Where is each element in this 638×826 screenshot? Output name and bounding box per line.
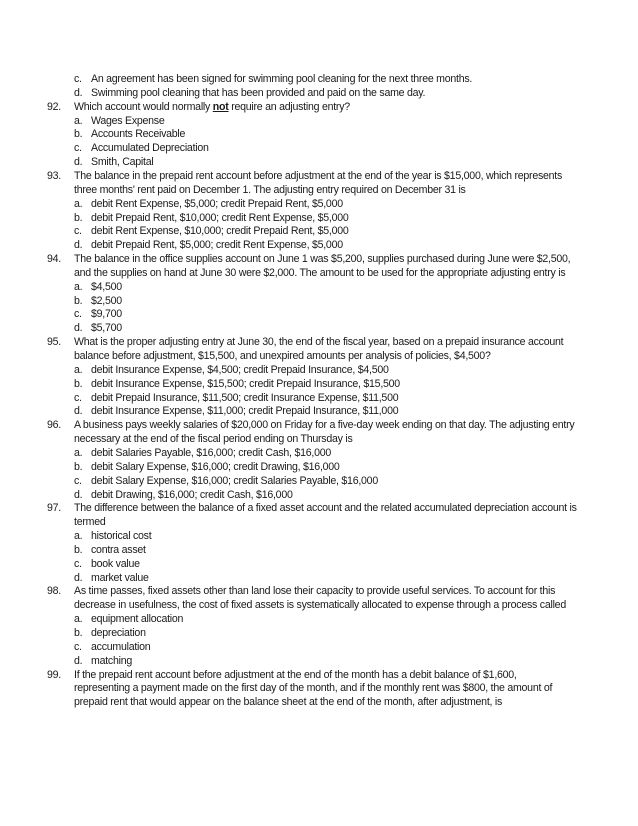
question-number: 96. <box>47 419 61 432</box>
option-label: c. <box>74 308 82 321</box>
option-label: b. <box>74 543 83 556</box>
question-number: 94. <box>47 253 61 266</box>
question-stem-text: balance before adjustment, $15,500, and unexpired amounts per analysis of policies, $4,500? <box>74 350 491 362</box>
question-stem-text: If the prepaid rent account before adjustment at the end of the month has a debit balance of $1,600, <box>74 668 517 681</box>
option-label: a. <box>74 613 83 626</box>
question-stem-text: prepaid rent that would appear on the balance sheet at the end of the month, after adjustment, is <box>74 696 503 709</box>
question-stem-text: and the supplies on hand at June 30 were $2,000. The amount to be used for the appropriate adjusting entry is <box>74 266 566 279</box>
question-number: 97. <box>47 502 61 515</box>
option-label: c. <box>74 142 82 155</box>
question-stem-text: three months' rent paid on December 1. The adjusting entry required on December 31 is <box>74 183 466 196</box>
option-label: d. <box>74 322 83 335</box>
option-label: b. <box>74 128 83 141</box>
question-stem-text: representing a payment made on the first day of the month, and if the monthly rent was $800, the amount of <box>74 682 553 695</box>
option-label: c. <box>74 557 82 570</box>
option-text: $9,700 <box>91 308 122 321</box>
question-stem-text: What is the proper adjusting entry at June 30, the end of the fiscal year, based on a prepaid insurance account <box>74 336 564 349</box>
option-label: b. <box>74 460 83 473</box>
option-label: c. <box>74 73 82 85</box>
option-text: debit Prepaid Insurance, $11,500; credit Insurance Expense, $11,500 <box>91 391 399 404</box>
option-label: c. <box>74 474 82 487</box>
option-text: $4,500 <box>91 280 122 293</box>
option-text: depreciation <box>91 627 146 639</box>
option-text: debit Prepaid Rent, $5,000; credit Rent Expense, $5,000 <box>91 239 343 252</box>
emphasis-underlined: not <box>212 100 229 113</box>
option-label: d. <box>74 156 83 169</box>
option-text: accumulation <box>91 640 151 653</box>
option-label: a. <box>74 280 83 293</box>
option-label: a. <box>74 197 83 210</box>
option-label: c. <box>74 225 82 238</box>
option-label: d. <box>74 239 83 252</box>
option-text: matching <box>91 654 132 667</box>
option-label: a. <box>74 530 83 543</box>
option-label: b. <box>74 627 83 639</box>
question-stem-text: termed <box>74 516 106 529</box>
question-number: 98. <box>47 585 61 598</box>
option-text: debit Insurance Expense, $15,500; credit Prepaid Insurance, $15,500 <box>91 377 400 390</box>
option-label: d. <box>74 86 83 99</box>
option-text: contra asset <box>91 543 146 556</box>
option-text: debit Insurance Expense, $11,000; credit Prepaid Insurance, $11,000 <box>91 405 399 418</box>
option-text: Swimming pool cleaning that has been provided and paid on the same day. <box>91 86 426 99</box>
option-text: debit Drawing, $16,000; credit Cash, $16,000 <box>91 488 293 501</box>
option-label: d. <box>74 488 83 501</box>
option-label: a. <box>74 114 83 127</box>
question-stem-text: The balance in the office supplies account on June 1 was $5,200, supplies purchased during June were $2,500, <box>74 253 571 266</box>
question-number: 95. <box>47 336 61 349</box>
option-label: d. <box>74 405 83 418</box>
option-text: Accumulated Depreciation <box>91 142 209 155</box>
option-label: c. <box>74 640 82 653</box>
option-text: market value <box>91 571 149 584</box>
question-stem-text: A business pays weekly salaries of $20,000 on Friday for a five-day week ending on that day. The adjusting entry <box>74 419 575 432</box>
option-text: $2,500 <box>91 294 122 307</box>
question-number: 92. <box>47 100 61 113</box>
option-label: d. <box>74 654 83 667</box>
question-stem-text: As time passes, fixed assets other than land lose their capacity to provide useful services. To account for this <box>74 585 556 598</box>
option-text: $5,700 <box>91 322 122 335</box>
option-label: b. <box>74 211 83 224</box>
option-text: Smith, Capital <box>91 156 154 169</box>
question-stem-text: Which account would normally not require an adjusting entry? <box>74 100 350 113</box>
option-label: b. <box>74 377 83 390</box>
question-number: 93. <box>47 169 61 182</box>
option-label: d. <box>74 571 83 584</box>
option-text: historical cost <box>91 530 152 543</box>
question-stem-text: necessary at the end of the fiscal period ending on Thursday is <box>74 433 353 446</box>
option-label: b. <box>74 294 83 307</box>
question-stem-text: decrease in usefulness, the cost of fixed assets is systematically allocated to expense through a process called <box>74 599 566 612</box>
option-text: debit Rent Expense, $5,000; credit Prepaid Rent, $5,000 <box>91 197 343 210</box>
option-text: equipment allocation <box>91 613 184 626</box>
option-text: Wages Expense <box>91 114 165 127</box>
option-text: debit Rent Expense, $10,000; credit Prepaid Rent, $5,000 <box>91 225 349 238</box>
option-label: c. <box>74 391 82 404</box>
option-text: debit Salary Expense, $16,000; credit Drawing, $16,000 <box>91 460 340 473</box>
option-text: debit Salaries Payable, $16,000; credit Cash, $16,000 <box>91 446 331 459</box>
option-label: a. <box>74 446 83 459</box>
option-text: debit Insurance Expense, $4,500; credit Prepaid Insurance, $4,500 <box>91 363 389 376</box>
option-text: An agreement has been signed for swimming pool cleaning for the next three months. <box>91 73 473 85</box>
question-stem-text: The difference between the balance of a fixed asset account and the related accumulated depreciation account is <box>74 502 577 515</box>
question-number: 99. <box>47 668 61 681</box>
option-text: debit Salary Expense, $16,000; credit Salaries Payable, $16,000 <box>91 474 378 487</box>
option-text: debit Prepaid Rent, $10,000; credit Rent Expense, $5,000 <box>91 211 349 224</box>
option-text: Accounts Receivable <box>91 128 186 141</box>
option-text: book value <box>91 557 140 570</box>
option-label: a. <box>74 363 83 376</box>
question-stem-text: The balance in the prepaid rent account before adjustment at the end of the year is $15,000, which represents <box>74 169 563 182</box>
